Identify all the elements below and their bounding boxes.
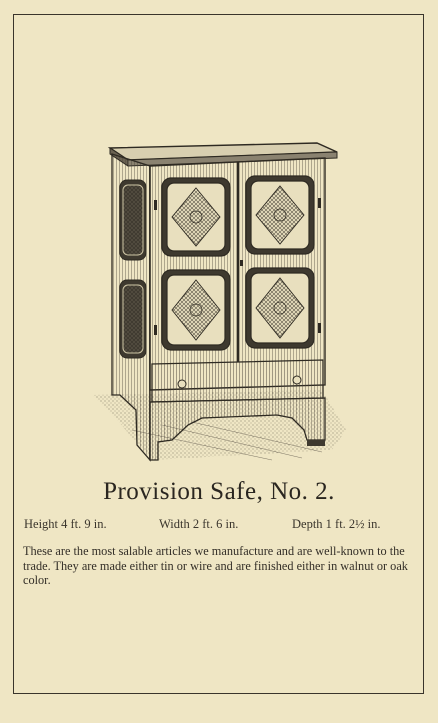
depth-dimension: Depth 1 ft. 2½ in.: [292, 517, 381, 531]
product-description: These are the most salable articles we manufacture and are well-known to the trade. They are made either tin or wire and are finished either in walnut or oak color.: [23, 544, 408, 587]
height-dimension: Height 4 ft. 9 in.: [24, 517, 107, 531]
width-dimension: Width 2 ft. 6 in.: [159, 517, 239, 531]
provision-safe-illustration: [92, 140, 346, 465]
product-title: Provision Safe, No. 2.: [103, 478, 335, 505]
